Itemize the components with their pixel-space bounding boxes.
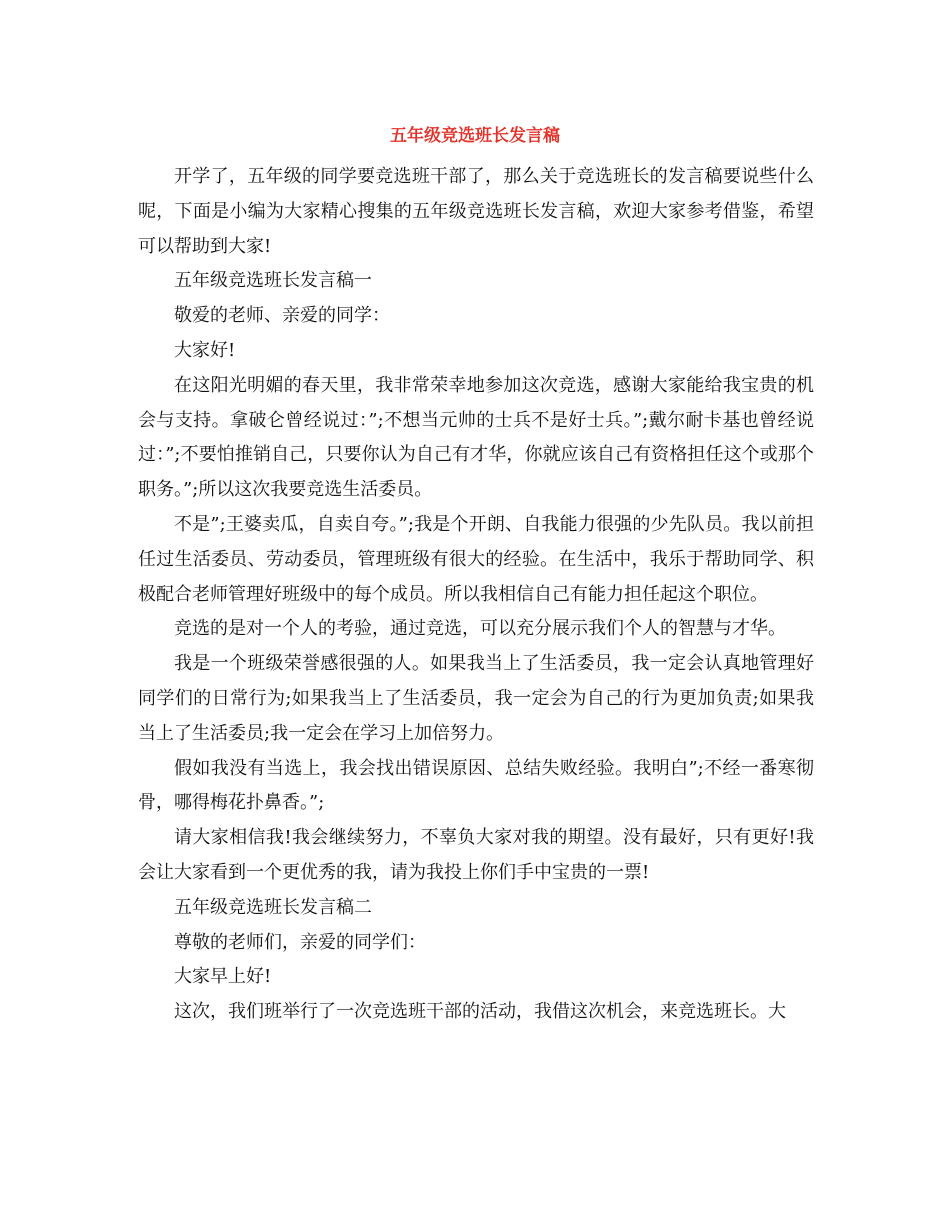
- paragraph: 请大家相信我!我会继续努力，不辜负大家对我的期望。没有最好，只有更好!我会让大家看到一个更优秀的我，请为我投上你们手中宝贵的一票!: [138, 827, 814, 883]
- paragraph: 这次，我们班举行了一次竞选班干部的活动，我借这次机会，来竞选班长。大: [174, 1001, 786, 1023]
- section-heading-two: 五年级竞选班长发言稿二: [174, 896, 372, 918]
- salutation: 尊敬的老师们，亲爱的同学们：: [174, 931, 426, 953]
- section-heading-one: 五年级竞选班长发言稿一: [174, 270, 372, 292]
- paragraph: 竞选的是对一个人的考验，通过竞选，可以充分展示我们个人的智慧与才华。: [174, 618, 786, 640]
- salutation: 敬爱的老师、亲爱的同学：: [174, 305, 390, 327]
- paragraph: 不是”;王婆卖瓜，自卖自夸。”;我是个开朗、自我能力很强的少先队员。我以前担任过生活委员、劳动委员，管理班级有很大的经验。在生活中，我乐于帮助同学、积极配合老师管理好班级中的每个成员。所以我相信自己有能力担任起这个职位。: [138, 513, 814, 605]
- paragraph-intro: 开学了，五年级的同学要竞选班干部了，那么关于竞选班长的发言稿要说些什么呢，下面是小编为大家精心搜集的五年级竞选班长发言稿，欢迎大家参考借鉴，希望可以帮助到大家!: [138, 166, 814, 257]
- document-body: [138, 160, 814, 1030]
- paragraph: 假如我没有当选上，我会找出错误原因、总结失败经验。我明白”;不经一番寒彻骨，哪得梅花扑鼻香。”;: [138, 757, 814, 814]
- greeting: 大家早上好!: [174, 966, 272, 988]
- document-title: 五年级竞选班长发言稿: [390, 126, 560, 146]
- paragraph: 我是一个班级荣誉感很强的人。如果我当上了生活委员，我一定会认真地管理好同学们的日常行为;如果我当上了生活委员，我一定会为自己的行为更加负责;如果我当上了生活委员;我一定会在学习上加倍努力。: [138, 653, 814, 744]
- paragraph: 在这阳光明媚的春天里，我非常荣幸地参加这次竞选，感谢大家能给我宝贵的机会与支持。拿破仑曾经说过：”;不想当元帅的士兵不是好士兵。”;戴尔耐卡基也曾经说过：”;不要怕推销自己，只要你认为自己有才华，你就应该自己有资格担任这个或那个职务。”;所以这次我要竞选生活委员。: [138, 374, 814, 501]
- greeting: 大家好!: [174, 339, 236, 361]
